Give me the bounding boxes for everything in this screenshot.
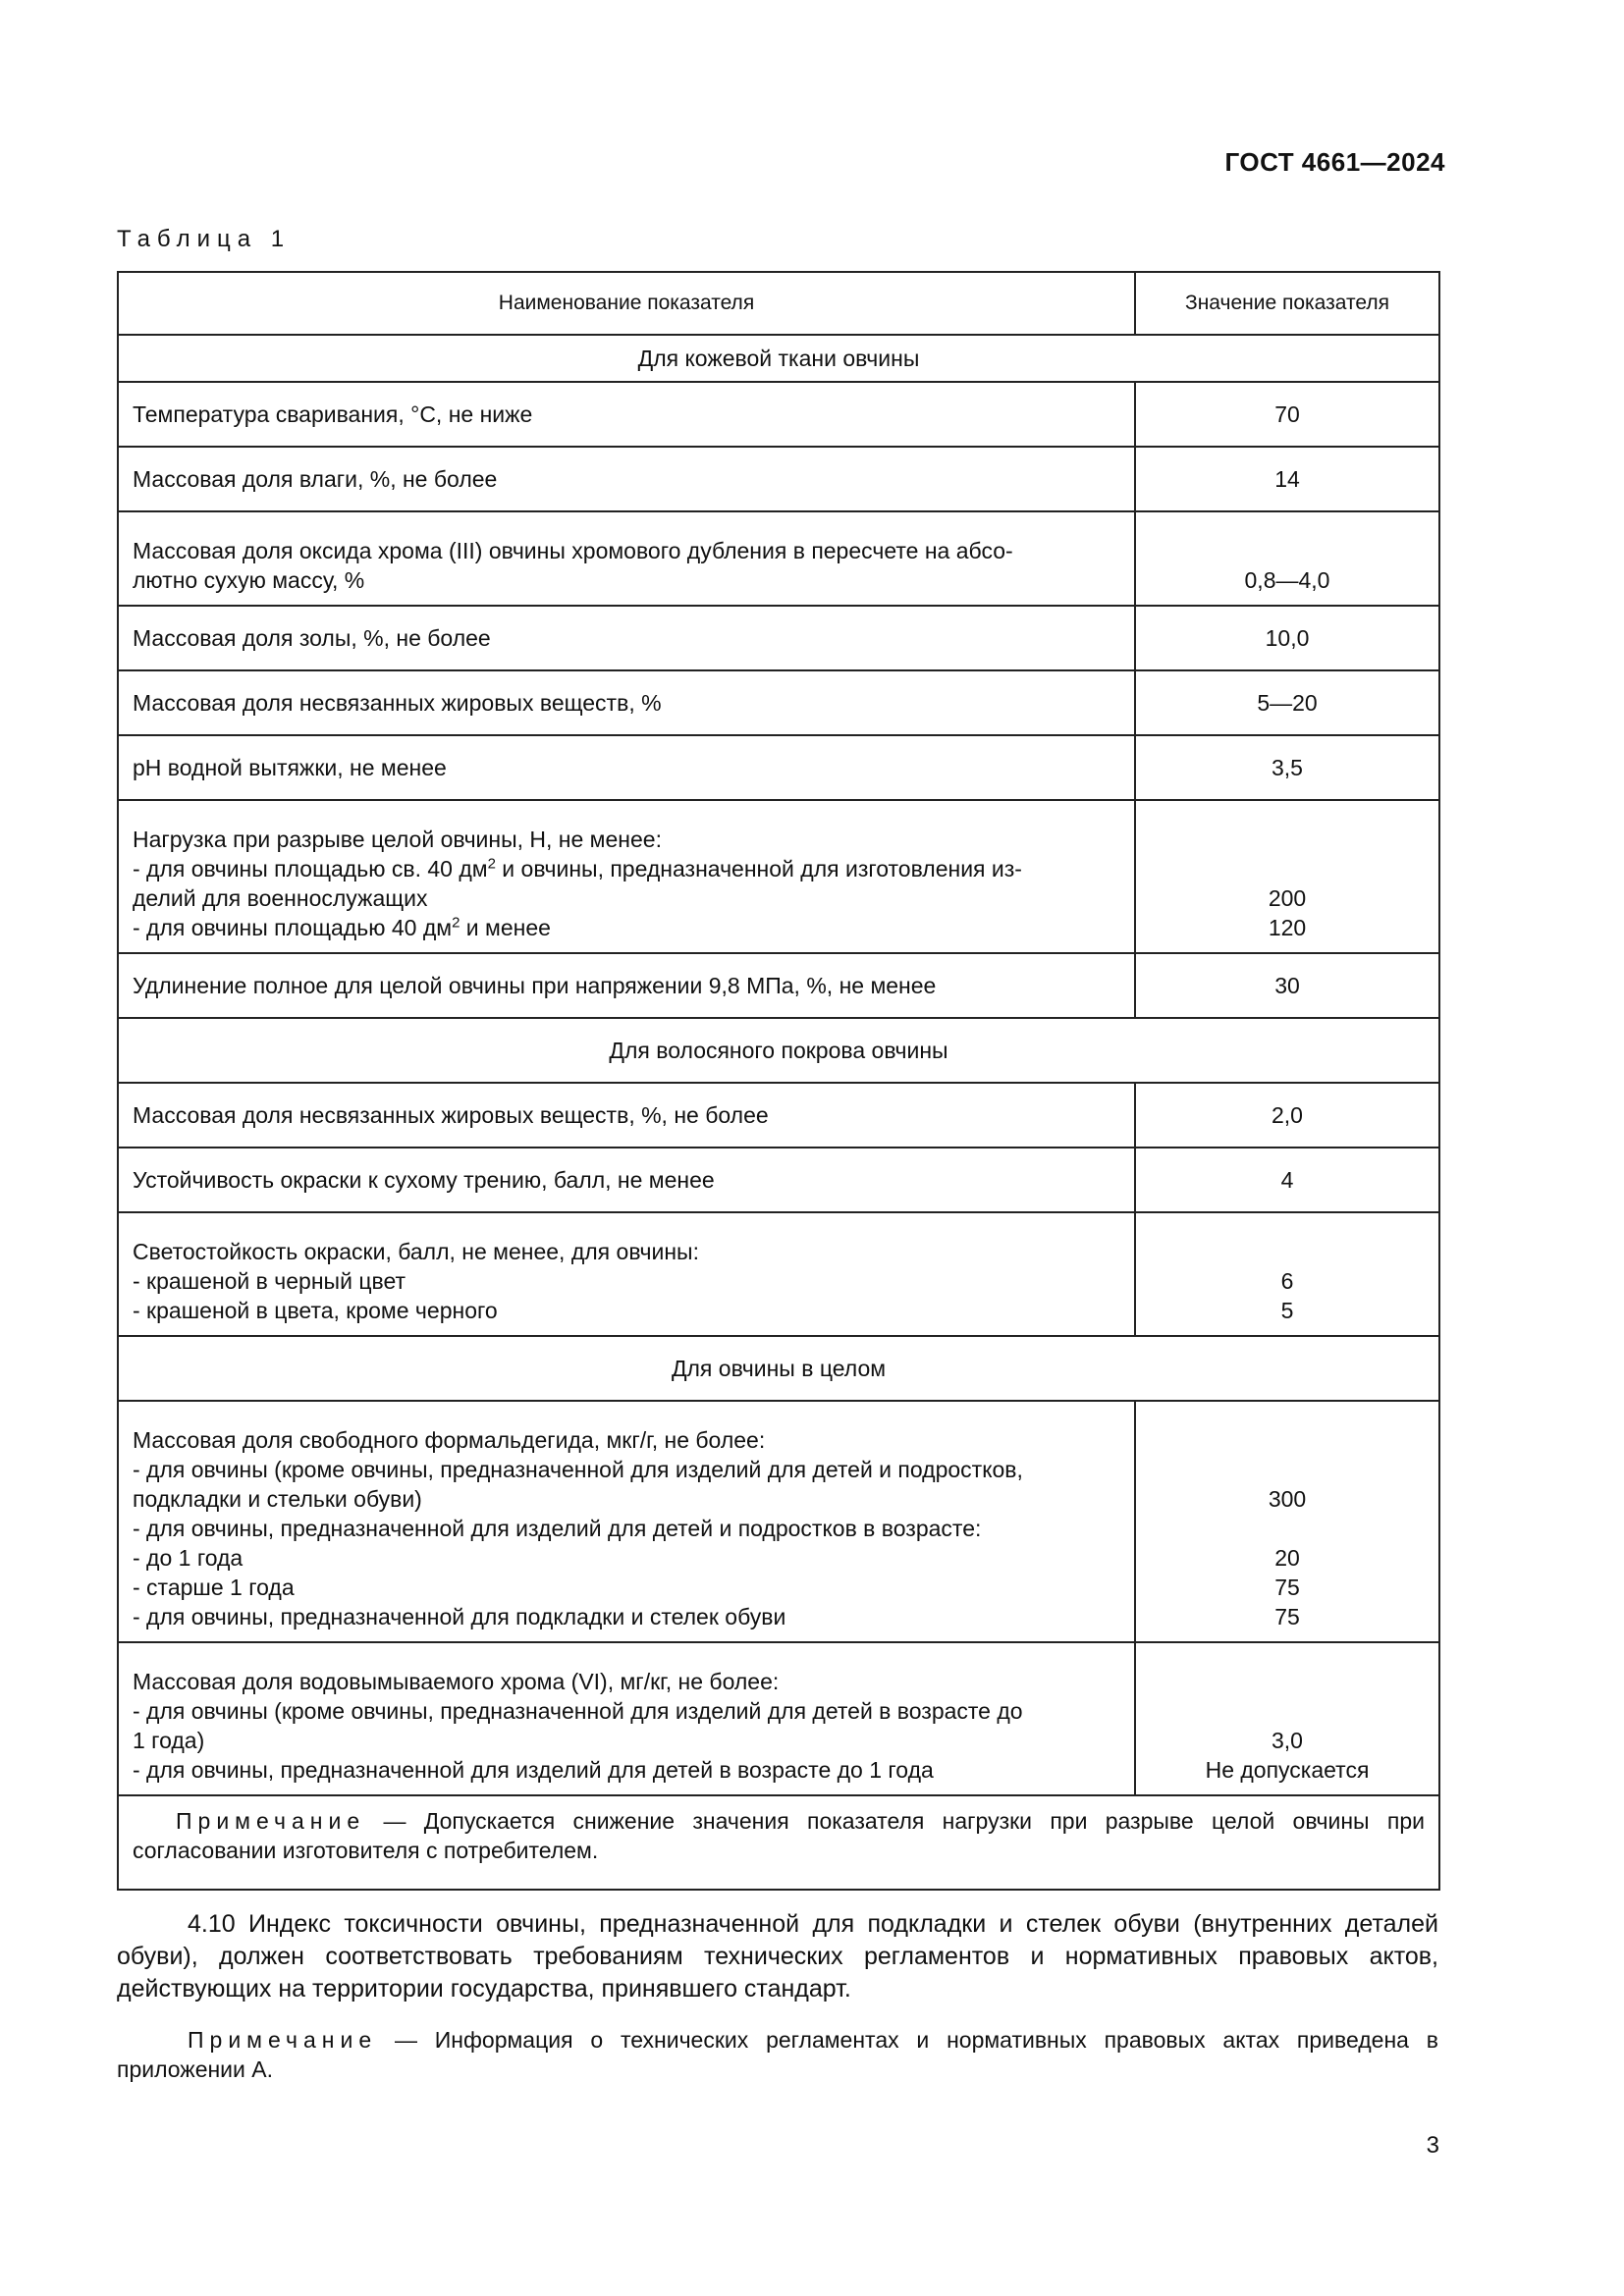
row-name-line: - для овчины, предназначенной для изделий для детей в возрасте до 1 года <box>133 1757 934 1783</box>
row-name-line: - крашеной в цвета, кроме черного <box>133 1298 498 1323</box>
text: и овчины, предназначенной для изготовления из- <box>495 856 1022 881</box>
row-name-line: делий для военнослужащих <box>133 885 428 911</box>
value-line: 20 <box>1274 1545 1300 1571</box>
table-row <box>118 1401 1439 1642</box>
table-header-row <box>118 272 1439 335</box>
row-name-line: Нагрузка при разрыве целой овчины, Н, не менее: <box>133 827 662 852</box>
value-line: 120 <box>1268 915 1307 940</box>
value-line: 300 <box>1268 1486 1307 1512</box>
row-name-line: Массовая доля свободного формальдегида, мкг/г, не более: <box>133 1427 766 1453</box>
row-value <box>1135 800 1439 953</box>
table-caption: Таблица 1 <box>117 226 292 252</box>
row-name-line: подкладки и стельки обуви) <box>133 1486 422 1512</box>
note-paragraph <box>117 2025 1438 2084</box>
paragraph-4-10: 4.10 Индекс токсичности овчины, предназначенной для подкладки и стелек обуви (внутренних деталей обуви), должен соответствовать требованиям технических регламентов и нормативных правовых актов, действующих на территории государства, принявшего стандарт. <box>117 1910 1438 2002</box>
value-line: 6 <box>1280 1268 1294 1294</box>
row-name-line: лютно сухую массу, % <box>133 567 365 593</box>
text: и менее <box>460 915 551 940</box>
header-name: Наименование показателя <box>118 272 1135 335</box>
section-row <box>118 1018 1439 1083</box>
text: - для овчины площадью св. 40 дм <box>133 856 488 881</box>
table-row <box>118 606 1439 670</box>
table-row <box>118 1212 1439 1336</box>
value-line <box>1142 1514 1433 1543</box>
value-line: 75 <box>1274 1575 1300 1600</box>
table-note <box>118 1795 1439 1890</box>
section-title: Для волосяного покрова овчины <box>118 1018 1439 1083</box>
section-row <box>118 335 1439 382</box>
value-line: 200 <box>1268 885 1307 911</box>
row-name-line: - для овчины (кроме овчины, предназначенной для изделий для детей и подростков, <box>133 1457 1023 1482</box>
row-name: Температура сваривания, °C, не ниже <box>118 382 1135 447</box>
text: - для овчины площадью 40 дм <box>133 915 453 940</box>
row-value: 10,0 <box>1135 606 1439 670</box>
indicators-table <box>117 271 1440 1891</box>
table-row <box>118 953 1439 1018</box>
table-row <box>118 447 1439 511</box>
row-name: Массовая доля несвязанных жировых веществ, % <box>118 670 1135 735</box>
row-name: Массовая доля несвязанных жировых веществ, %, не более <box>118 1083 1135 1148</box>
row-name-line: Массовая доля оксида хрома (III) овчины хромового дубления в пересчете на абсо- <box>133 538 1013 563</box>
row-value: 3,5 <box>1135 735 1439 800</box>
row-name-line <box>133 854 1120 883</box>
row-name: Массовая доля золы, %, не более <box>118 606 1135 670</box>
row-name <box>118 1401 1135 1642</box>
table-row <box>118 670 1439 735</box>
row-value: 30 <box>1135 953 1439 1018</box>
row-name <box>118 511 1135 606</box>
value-line: 75 <box>1274 1604 1300 1629</box>
superscript: 2 <box>452 914 460 932</box>
document-id: ГОСТ 4661—2024 <box>1224 147 1445 177</box>
table-row <box>118 382 1439 447</box>
row-value: 2,0 <box>1135 1083 1439 1148</box>
row-name-line: - для овчины (кроме овчины, предназначенной для изделий для детей в возрасте до <box>133 1698 1023 1724</box>
table-row <box>118 1642 1439 1795</box>
row-value <box>1135 1212 1439 1336</box>
page-number: 3 <box>1426 2132 1439 2159</box>
section-title: Для овчины в целом <box>118 1336 1439 1401</box>
row-name-line: - для овчины, предназначенной для подкладки и стелек обуви <box>133 1604 786 1629</box>
row-value: 4 <box>1135 1148 1439 1212</box>
section-row <box>118 1336 1439 1401</box>
header-value: Значение показателя <box>1135 272 1439 335</box>
row-value <box>1135 1642 1439 1795</box>
table-row <box>118 1148 1439 1212</box>
row-value: 5—20 <box>1135 670 1439 735</box>
row-name-line: Светостойкость окраски, балл, не менее, для овчины: <box>133 1239 699 1264</box>
note-label: Примечание <box>188 2027 378 2053</box>
table-row <box>118 735 1439 800</box>
row-name-line: Массовая доля водовымываемого хрома (VI), мг/кг, не более: <box>133 1669 780 1694</box>
table-row <box>118 511 1439 606</box>
table-row <box>118 1083 1439 1148</box>
row-name-line: - для овчины, предназначенной для изделий для детей и подростков в возрасте: <box>133 1516 982 1541</box>
table-note-row <box>118 1795 1439 1890</box>
superscript: 2 <box>487 855 496 873</box>
row-name-line: 1 года) <box>133 1728 205 1753</box>
value-line: 5 <box>1280 1298 1294 1323</box>
row-name-line: - старше 1 года <box>133 1575 295 1600</box>
note-text: — Допускается снижение значения показателя нагрузки при разрыве целой овчины при согласовании изготовителя с потребителем. <box>133 1808 1425 1863</box>
row-value: 70 <box>1135 382 1439 447</box>
row-name: Массовая доля влаги, %, не более <box>118 447 1135 511</box>
row-name-line: - крашеной в черный цвет <box>133 1268 406 1294</box>
row-name <box>118 1212 1135 1336</box>
row-name: Удлинение полное для целой овчины при напряжении 9,8 МПа, %, не менее <box>118 953 1135 1018</box>
table-row <box>118 800 1439 953</box>
note-text: — Информация о технических регламентах и нормативных правовых актах приведена в приложении А. <box>117 2027 1438 2082</box>
row-name: Устойчивость окраски к сухому трению, балл, не менее <box>118 1148 1135 1212</box>
row-name <box>118 800 1135 953</box>
value-line: Не допускается <box>1205 1757 1370 1783</box>
row-value: 0,8—4,0 <box>1135 511 1439 606</box>
row-value: 14 <box>1135 447 1439 511</box>
row-name-line <box>133 913 1120 942</box>
row-name <box>118 1642 1135 1795</box>
row-name: pH водной вытяжки, не менее <box>118 735 1135 800</box>
row-name-line: - до 1 года <box>133 1545 244 1571</box>
section-title: Для кожевой ткани овчины <box>118 335 1439 382</box>
note-label: Примечание <box>176 1808 366 1834</box>
row-value <box>1135 1401 1439 1642</box>
value-line: 3,0 <box>1272 1728 1303 1753</box>
